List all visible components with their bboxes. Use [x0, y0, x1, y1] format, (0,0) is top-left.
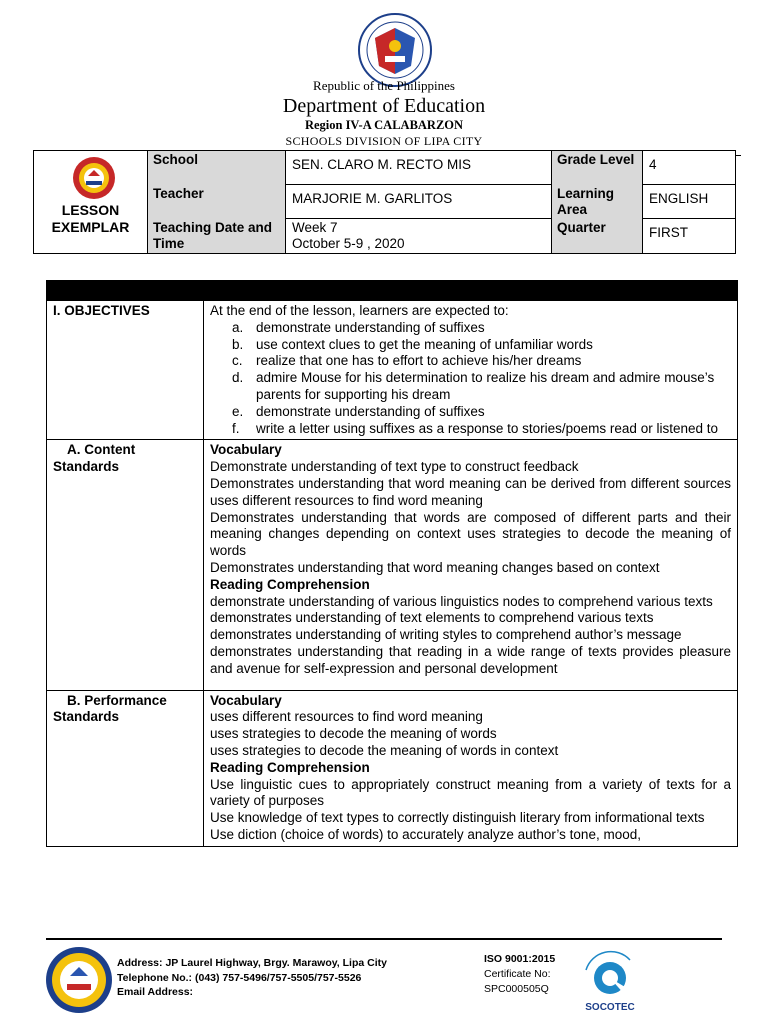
cert-value: SPC000505Q — [484, 983, 549, 995]
department-title: Department of Education — [282, 95, 486, 117]
performance-vocab-list — [210, 709, 731, 759]
learning-area-label: Learning Area — [551, 185, 642, 219]
week-value: Week 7 — [292, 220, 338, 235]
content-standards-content — [204, 440, 737, 689]
address-label: Address: — [117, 957, 163, 969]
performance-reading-list — [210, 777, 731, 844]
performance-reading-item: Use diction (choice of words) to accurately analyze author’s tone, mood, — [210, 826, 641, 842]
performance-reading-item: Use linguistic cues to appropriately construct meaning from a variety of texts for a variety of purposes — [210, 776, 731, 809]
quarter-label: Quarter — [551, 219, 642, 253]
teacher-value: MARJORIE M. GARLITOS — [285, 185, 551, 219]
phone-label: Telephone No.: — [117, 971, 193, 984]
content-vocab-list — [210, 459, 731, 577]
objective-text: admire Mouse for his determination to realize his dream and admire mouse’s parents for supporting his dream — [256, 370, 715, 402]
lesson-info-table — [33, 150, 736, 254]
objective-item — [232, 353, 731, 370]
quarter-value: FIRST — [642, 219, 735, 253]
socotec-logo-icon — [572, 948, 648, 1014]
school-value: SEN. CLARO M. RECTO MIS — [285, 151, 551, 185]
content-vocab-item: Demonstrate understanding of text type to construct feedback — [210, 459, 579, 475]
content-vocab-item: Demonstrates understanding that words are composed of different parts and their meaning changes depending on context uses strategies to decode the meaning of words — [210, 509, 731, 559]
performance-standards-content — [204, 691, 737, 846]
iso-block — [484, 952, 555, 997]
objectives-row — [47, 300, 737, 439]
performance-reading-item: Use knowledge of text types to correctly distinguish literary from informational texts — [210, 810, 705, 826]
content-vocab-item: Demonstrates understanding that word meaning can be derived from different sources uses different resources to find word meaning — [210, 475, 731, 508]
performance-vocab-item: uses strategies to decode the meaning of words — [210, 726, 497, 742]
teaching-date-value — [285, 219, 551, 253]
logo-cell — [34, 151, 147, 253]
objective-item — [232, 404, 731, 421]
deped-seal-icon — [357, 12, 433, 88]
objectives-label: I. OBJECTIVES — [47, 301, 204, 439]
objective-text: write a letter using suffixes as a response to stories/poems read or listened to — [256, 420, 718, 436]
objectives-intro: At the end of the lesson, learners are expected to: — [210, 303, 509, 318]
objective-marker: a. — [232, 319, 244, 335]
content-reading-item: demonstrates understanding that reading in a wide range of texts provides pleasure and avenue for self-expression and personal development — [210, 643, 731, 676]
content-reading-heading: Reading Comprehension — [210, 576, 370, 592]
content-reading-item: demonstrates understanding of text elements to comprehend various texts — [210, 610, 654, 626]
objective-marker: c. — [232, 353, 243, 369]
objective-text: demonstrate understanding of suffixes — [256, 403, 485, 419]
objective-text: use context clues to get the meaning of unfamiliar words — [256, 336, 593, 352]
content-standards-label: A. Content Standards — [47, 440, 204, 689]
division-line: SCHOOLS DIVISION OF LIPA CITY — [285, 134, 483, 148]
region-line: Region IV-A CALABARZON — [304, 118, 464, 132]
content-reading-item: demonstrate understanding of various linguistics nodes to comprehend various texts — [210, 593, 713, 609]
objective-item — [232, 320, 731, 337]
objectives-list — [210, 320, 731, 438]
socotec-label: SOCOTEC — [585, 1002, 635, 1013]
table-header-bar — [47, 281, 737, 300]
objective-text: realize that one has to effort to achieve his/her dreams — [256, 353, 582, 369]
learning-area-value: ENGLISH — [642, 185, 735, 219]
phone-value: (043) 757-5496/757-5505/757-5526 — [194, 971, 362, 984]
email-label: Email Address: — [117, 986, 194, 998]
footer-divider — [46, 938, 722, 940]
content-reading-list — [210, 594, 731, 678]
objective-item — [232, 337, 731, 354]
date-value: October 5-9 , 2020 — [292, 236, 405, 251]
iso-label: ISO 9001:2015 — [484, 953, 556, 965]
school-label: School — [147, 151, 285, 185]
objective-item — [232, 421, 731, 438]
grade-level-value: 4 — [642, 151, 735, 185]
divider — [735, 155, 741, 156]
content-reading-item: demonstrates understanding of writing styles to comprehend author’s message — [210, 627, 682, 643]
performance-reading-heading: Reading Comprehension — [210, 759, 370, 775]
performance-standards-row — [47, 690, 737, 846]
content-standards-row — [47, 439, 737, 689]
performance-vocab-item: uses different resources to find word meaning — [210, 709, 483, 725]
teaching-date-label: Teaching Date and Time — [147, 219, 285, 253]
objective-marker: f. — [232, 420, 240, 436]
footer-address-block — [117, 956, 387, 1000]
objectives-content — [204, 301, 737, 439]
objective-marker: b. — [232, 336, 244, 352]
cert-label: Certificate No: — [484, 968, 551, 980]
objective-text: demonstrate understanding of suffixes — [256, 319, 485, 335]
lesson-main-table — [46, 280, 738, 847]
deped-lipa-logo-icon — [72, 156, 116, 200]
objective-marker: d. — [232, 370, 244, 386]
address-value: JP Laurel Highway, Brgy. Marawoy, Lipa City — [165, 957, 387, 969]
performance-vocab-heading: Vocabulary — [210, 692, 282, 708]
performance-vocab-item: uses strategies to decode the meaning of words in context — [210, 742, 559, 758]
teacher-label: Teacher — [147, 185, 285, 219]
lesson-exemplar-title: LESSON EXEMPLAR — [51, 202, 130, 235]
grade-level-label: Grade Level — [551, 151, 642, 185]
content-vocab-item: Demonstrates understanding that word meaning changes based on context — [210, 559, 660, 575]
performance-standards-label: B. Performance Standards — [47, 691, 204, 846]
objective-marker: e. — [232, 403, 244, 419]
content-vocab-heading: Vocabulary — [210, 442, 282, 458]
republic-line: Republic of the Philippines — [313, 78, 455, 93]
division-lipa-logo-icon — [45, 946, 113, 1014]
objective-item — [232, 370, 731, 404]
